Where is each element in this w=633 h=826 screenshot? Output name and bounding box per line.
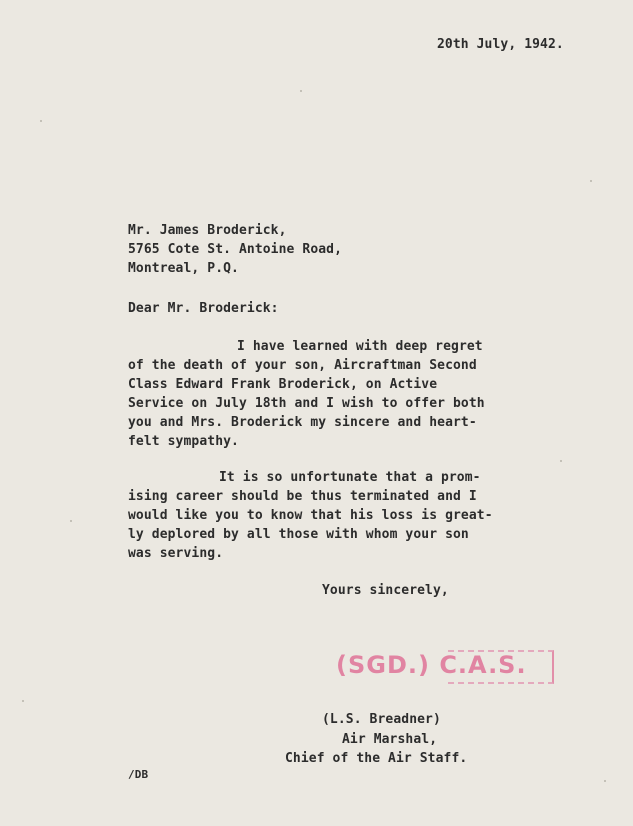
recipient-name: Mr. James Broderick, <box>128 223 287 238</box>
signatory-name: (L.S. Breadner) <box>322 712 441 727</box>
paper-speck <box>604 780 606 782</box>
paragraph-1-line: you and Mrs. Broderick my sincere and heart- <box>128 415 477 430</box>
paragraph-2-line: ly deplored by all those with whom your son <box>128 527 469 542</box>
paper-speck <box>40 120 42 122</box>
paper-speck <box>22 700 24 702</box>
signatory-rank: Air Marshal, <box>342 732 438 747</box>
paper-speck <box>300 90 302 92</box>
recipient-street: 5765 Cote St. Antoine Road, <box>128 242 343 257</box>
paragraph-2-line: ising career should be thus terminated and I <box>128 489 477 504</box>
paragraph-1-line: Service on July 18th and I wish to offer both <box>128 396 485 411</box>
paper-speck <box>590 180 592 182</box>
paragraph-1-line: of the death of your son, Aircraftman Second <box>128 358 477 373</box>
paragraph-2-line: It is so unfortunate that a prom- <box>219 470 481 485</box>
paper-speck <box>70 520 72 522</box>
reference-initials: /DB <box>128 768 149 781</box>
paragraph-2-line: would like you to know that his loss is great- <box>128 508 493 523</box>
signature-stamp: (SGD.) C.A.S. <box>336 651 527 679</box>
paragraph-1-line: Class Edward Frank Broderick, on Active <box>128 377 438 392</box>
recipient-city: Montreal, P.Q. <box>128 261 239 276</box>
salutation: Dear Mr. Broderick: <box>128 301 279 316</box>
closing: Yours sincerely, <box>322 583 449 598</box>
signatory-title: Chief of the Air Staff. <box>285 751 468 766</box>
letter-date: 20th July, 1942. <box>437 37 564 52</box>
paragraph-1-line: felt sympathy. <box>128 434 239 449</box>
paragraph-1-line: I have learned with deep regret <box>237 339 483 354</box>
paragraph-2-line: was serving. <box>128 546 224 561</box>
paper-speck <box>560 460 562 462</box>
